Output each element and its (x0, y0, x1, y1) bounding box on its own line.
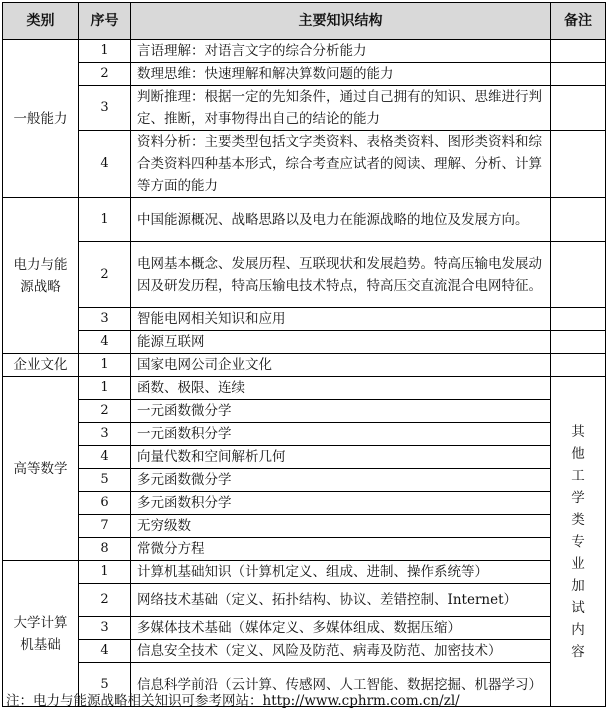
seq-cell: 2 (79, 584, 131, 617)
seq-cell: 4 (79, 131, 131, 198)
table-row (3, 198, 606, 242)
seq-cell: 1 (79, 40, 131, 63)
seq-cell: 3 (79, 308, 131, 331)
note-cell-empty (551, 86, 606, 131)
note-cell-empty (551, 331, 606, 354)
content-cell: 言语理解：对语言文字的综合分析能力 (131, 40, 551, 63)
table-row (3, 377, 606, 400)
table-row (3, 354, 606, 377)
table-row (3, 492, 606, 515)
footnote: 注：电力与能源战略相关知识可参考网站：http://www.cphrm.com.cn/zl/ (6, 693, 460, 709)
table-row (3, 538, 606, 561)
table-row (3, 86, 606, 131)
content-cell: 常微分方程 (131, 538, 551, 561)
content-cell: 中国能源概况、战略思路以及电力在能源战略的地位及发展方向。 (131, 198, 551, 242)
content-cell: 一元函数微分学 (131, 400, 551, 423)
content-cell: 信息安全技术（定义、风险及防范、病毒及防范、加密技术） (131, 640, 551, 663)
note-cell-empty (551, 131, 606, 198)
content-cell: 智能电网相关知识和应用 (131, 308, 551, 331)
table-row (3, 242, 606, 308)
seq-cell: 3 (79, 86, 131, 131)
content-cell: 信息科学前沿（云计算、传感网、人工智能、数据挖掘、机器学习） (131, 663, 551, 707)
table-row (3, 400, 606, 423)
note-cell-empty (551, 308, 606, 331)
table-row (3, 469, 606, 492)
seq-cell: 7 (79, 515, 131, 538)
category-cell: 高等数学 (3, 377, 79, 561)
seq-cell: 3 (79, 423, 131, 446)
seq-cell: 4 (79, 640, 131, 663)
seq-cell: 5 (79, 469, 131, 492)
seq-cell: 6 (79, 492, 131, 515)
seq-cell: 2 (79, 63, 131, 86)
table-row (3, 423, 606, 446)
note-cell-empty (551, 354, 606, 377)
table-row (3, 561, 606, 584)
header-category: 类别 (3, 3, 79, 40)
category-cell: 一般能力 (3, 40, 79, 198)
table-row (3, 308, 606, 331)
seq-cell: 4 (79, 446, 131, 469)
note-cell: 其他工学类专业加试内容 (551, 377, 606, 707)
table-row (3, 331, 606, 354)
header-note: 备注 (551, 3, 606, 40)
table-row (3, 131, 606, 198)
header-seq: 序号 (79, 3, 131, 40)
note-cell-empty (551, 40, 606, 63)
content-cell: 数理思维：快速理解和解决算数问题的能力 (131, 63, 551, 86)
seq-cell: 4 (79, 331, 131, 354)
seq-cell: 2 (79, 242, 131, 308)
content-cell: 网络技术基础（定义、拓扑结构、协议、差错控制、Internet） (131, 584, 551, 617)
content-cell: 向量代数和空间解析几何 (131, 446, 551, 469)
note-cell-empty (551, 198, 606, 242)
content-cell: 国家电网公司企业文化 (131, 354, 551, 377)
category-cell: 大学计算机基础 (3, 561, 79, 707)
seq-cell: 1 (79, 198, 131, 242)
content-cell: 计算机基础知识（计算机定义、组成、进制、操作系统等） (131, 561, 551, 584)
content-cell: 函数、极限、连续 (131, 377, 551, 400)
content-cell: 判断推理：根据一定的先知条件，通过自己拥有的知识、思维进行判定、推断，对事物得出自己的结论的能力 (131, 86, 551, 131)
header-content: 主要知识结构 (131, 3, 551, 40)
content-cell: 一元函数积分学 (131, 423, 551, 446)
table-row (3, 617, 606, 640)
note-cell-empty (551, 63, 606, 86)
content-cell: 多媒体技术基础（媒体定义、多媒体组成、数据压缩） (131, 617, 551, 640)
category-cell: 电力与能源战略 (3, 198, 79, 354)
content-cell: 能源互联网 (131, 331, 551, 354)
content-cell: 无穷级数 (131, 515, 551, 538)
content-cell: 多元函数积分学 (131, 492, 551, 515)
seq-cell: 3 (79, 617, 131, 640)
seq-cell: 2 (79, 400, 131, 423)
table-row (3, 515, 606, 538)
seq-cell: 1 (79, 354, 131, 377)
category-cell: 企业文化 (3, 354, 79, 377)
table-body (3, 40, 606, 707)
seq-cell: 1 (79, 377, 131, 400)
table-row (3, 640, 606, 663)
table-row (3, 40, 606, 63)
note-cell-empty (551, 242, 606, 308)
seq-cell: 1 (79, 561, 131, 584)
header-row (3, 3, 606, 40)
table-row (3, 446, 606, 469)
seq-cell: 8 (79, 538, 131, 561)
table-row (3, 63, 606, 86)
content-cell: 资料分析：主要类型包括文字类资料、表格类资料、图形类资料和综合类资料四种基本形式，综合考查应试者的阅读、理解、分析、计算等方面的能力 (131, 131, 551, 198)
table-row (3, 584, 606, 617)
content-cell: 多元函数微分学 (131, 469, 551, 492)
knowledge-structure-table (2, 2, 606, 707)
seq-cell: 5 (79, 663, 131, 707)
content-cell: 电网基本概念、发展历程、互联现状和发展趋势。特高压输电发展动因及研发历程，特高压输电技术特点，特高压交直流混合电网特征。 (131, 242, 551, 308)
